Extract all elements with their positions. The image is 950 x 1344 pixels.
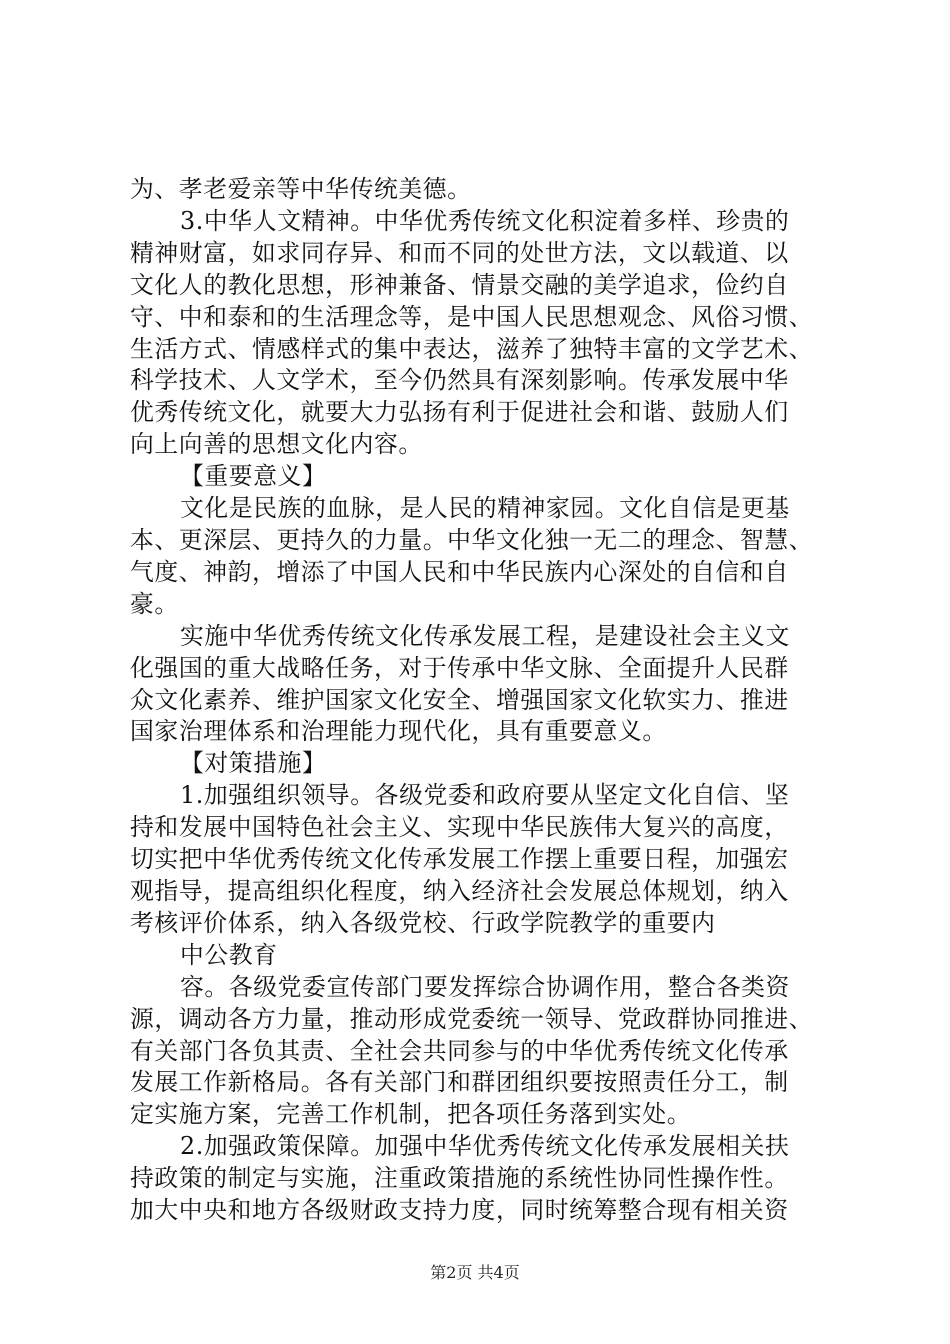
body-text-line: 3.中华人文精神。中华优秀传统文化积淀着多样、珍贵的: [180, 206, 790, 235]
page-number-footer: 第2页 共4页: [430, 1263, 520, 1282]
body-text-line: 文化人的教化思想，形神兼备、情景交融的美学追求，俭约自: [130, 270, 789, 299]
body-text-line: 本、更深层、更持久的力量。中华文化独一无二的理念、智慧、: [130, 526, 814, 554]
section-heading: 【对策措施】: [180, 749, 327, 778]
body-text-line: 实施中华优秀传统文化传承发展工程，是建设社会主义文: [180, 621, 790, 650]
body-text-line: 切实把中华优秀传统文化传承发展工作摆上重要日程，加强宏: [130, 845, 789, 874]
body-text-line: 定实施方案，完善工作机制，把各项任务落到实处。: [130, 1100, 692, 1129]
body-text-line: 科学技术、人文学术，至今仍然具有深刻影响。传承发展中华: [130, 366, 789, 395]
body-text-line: 观指导，提高组织化程度，纳入经济社会发展总体规划，纳入: [130, 877, 789, 905]
body-text-line: 1.加强组织领导。各级党委和政府要从坚定文化自信、坚: [180, 781, 790, 810]
body-text-line: 向上向善的思想文化内容。: [130, 430, 423, 459]
body-text-line: 持和发展中国特色社会主义、实现中华民族伟大复兴的高度，: [130, 813, 789, 842]
body-text-line: 气度、神韵，增添了中国人民和中华民族内心深处的自信和自: [130, 557, 789, 586]
body-text-line: 为、孝老爱亲等中华传统美德。: [130, 175, 472, 203]
body-text-line: 优秀传统文化，就要大力弘扬有利于促进社会和谐、鼓励人们: [130, 398, 789, 427]
body-text-line: 生活方式、情感样式的集中表达，滋养了独特丰富的文学艺术、: [130, 334, 814, 363]
body-text-line: 守、中和泰和的生活理念等，是中国人民思想观念、风俗习惯、: [130, 302, 814, 331]
body-text-line: 加大中央和地方各级财政支持力度，同时统筹整合现有相关资: [130, 1196, 789, 1225]
section-heading: 【重要意义】: [180, 462, 327, 491]
body-text-line: 2.加强政策保障。加强中华优秀传统文化传承发展相关扶: [180, 1132, 790, 1161]
body-text-line: 精神财富，如求同存异、和而不同的处世方法，文以载道、以: [130, 238, 789, 267]
watermark-text: 中公教育: [180, 940, 278, 969]
body-text-line: 有关部门各负其责、全社会共同参与的中华优秀传统文化传承: [130, 1036, 789, 1065]
body-text-line: 豪。: [130, 589, 179, 618]
body-text-line: 发展工作新格局。各有关部门和群团组织要按照责任分工，制: [130, 1068, 789, 1097]
body-text-line: 持政策的制定与实施，注重政策措施的系统性协同性操作性。: [130, 1164, 789, 1193]
body-text-line: 众文化素养、维护国家文化安全、增强国家文化软实力、推进: [130, 685, 789, 714]
body-text-line: 源，调动各方力量，推动形成党委统一领导、党政群协同推进、: [130, 1004, 814, 1033]
body-text-line: 国家治理体系和治理能力现代化，具有重要意义。: [130, 717, 667, 746]
body-text-line: 容。各级党委宣传部门要发挥综合协调作用，整合各类资: [180, 972, 790, 1001]
body-text-line: 化强国的重大战略任务，对于传承中华文脉、全面提升人民群: [130, 653, 789, 682]
body-text-line: 考核评价体系，纳入各级党校、行政学院教学的重要内: [130, 908, 716, 937]
body-text-line: 文化是民族的血脉，是人民的精神家园。文化自信是更基: [180, 494, 790, 523]
